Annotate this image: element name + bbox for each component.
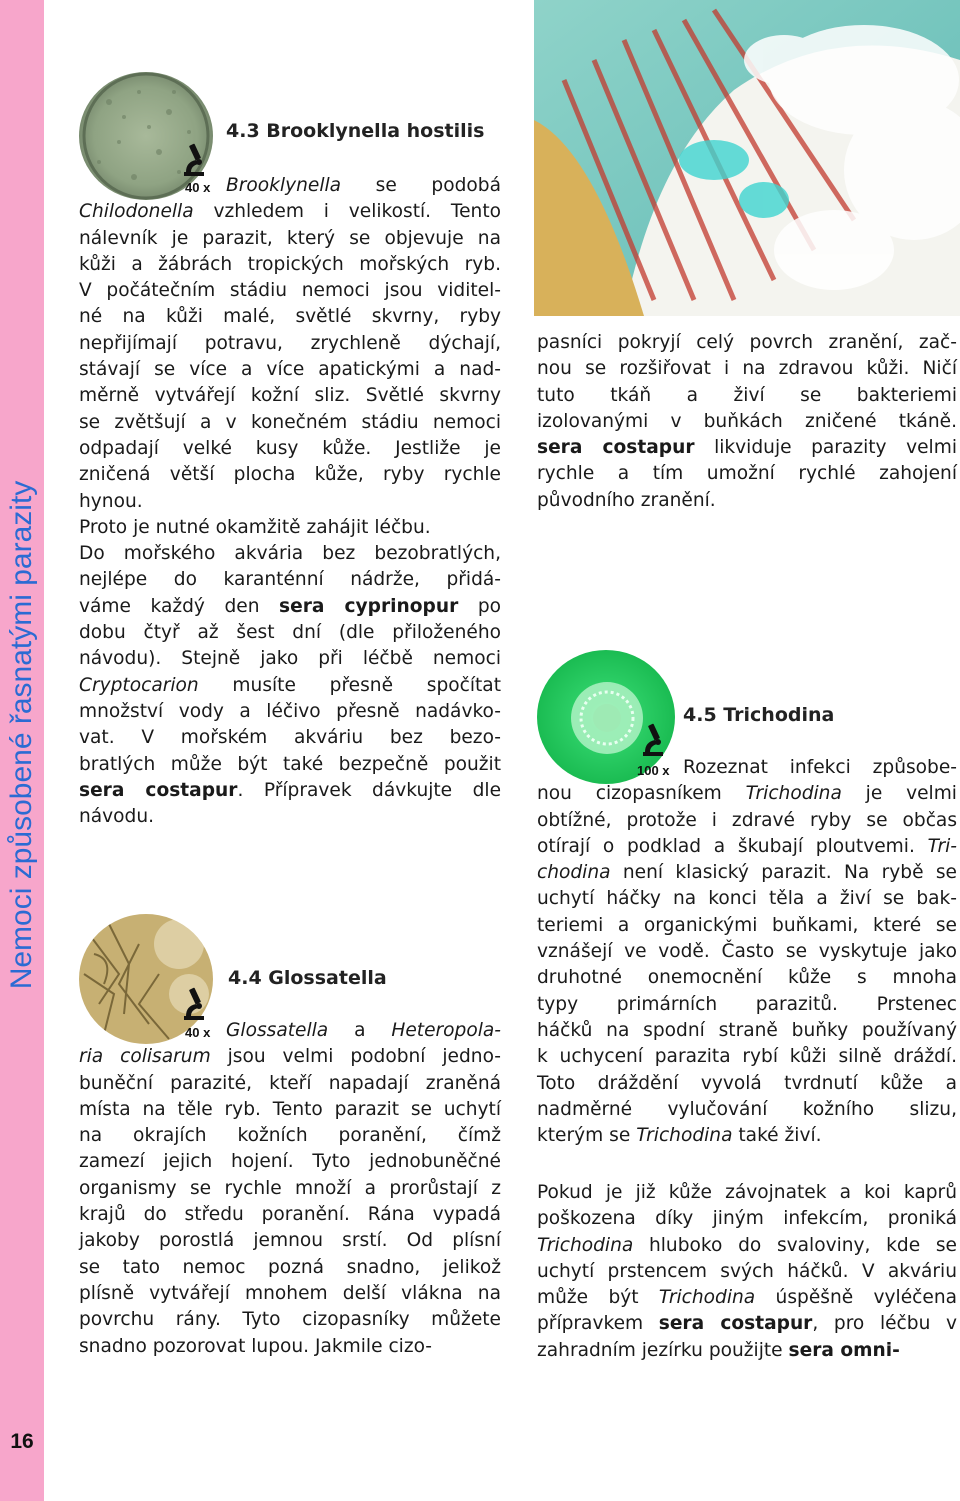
text-line: jakoby porostlá jemnou srstí. Od plísní bbox=[79, 1230, 501, 1252]
text-line: typy primárních parazitů. Prstenec bbox=[537, 993, 957, 1015]
text-line: se zvětšují a v konečném stádiu nemoci bbox=[79, 411, 501, 433]
text-line: sera costapur likviduje parazity velmi bbox=[537, 437, 957, 459]
text-line: Rozeznat infekci způsobe- bbox=[683, 757, 957, 778]
sidebar bbox=[0, 0, 44, 1501]
text-line: místa na těle ryb. Tento parazit se uchytí bbox=[79, 1098, 501, 1120]
text-line: dobu čtyř až šest dní (dle přiloženého bbox=[79, 622, 501, 644]
text-line: uchytí prstencem svých háčků. V akváriu bbox=[537, 1260, 957, 1282]
text-line: sera costapur. Přípravek dávkujte dle bbox=[79, 779, 502, 801]
text-line: Chilodonella vzhledem i velikostí. Tento bbox=[79, 201, 501, 223]
text-line: plísně vytvářejí mnohem delší vlákna na bbox=[79, 1282, 501, 1304]
section-heading-4-4: 4.4 Glossatella bbox=[228, 967, 387, 989]
text-line: V počátečním stádiu nemoci jsou viditel- bbox=[79, 280, 501, 302]
text-line: stávají se více a více apatickými a nad- bbox=[79, 359, 501, 381]
text-line: k uchycení parazita rybí kůži silně dráždí. bbox=[537, 1046, 957, 1068]
text-line: původního zranění. bbox=[537, 489, 716, 511]
text-line: poškozena díky jiným infekcím, proniká bbox=[537, 1208, 957, 1230]
magnification-label: 40 x bbox=[185, 1025, 211, 1040]
microscope-icon bbox=[182, 986, 206, 1022]
text-line: návodu. bbox=[79, 806, 155, 828]
text-line: odpadají velké kusy kůže. Jestliže je bbox=[79, 437, 501, 459]
text-line: nou se rozšiřovat i na zdravou kůži. Ničí bbox=[537, 358, 957, 380]
text-line: zahradním jezírku použijte sera omni- bbox=[537, 1339, 900, 1361]
section-4-4-continued bbox=[537, 330, 957, 514]
text-line: Trichodina hluboko do svaloviny, kde se bbox=[537, 1234, 957, 1256]
text-line: se tato nemoc pozná snadno, jelikož bbox=[79, 1256, 501, 1278]
text-line: měrně vytvářejí kožní sliz. Světlé skvrny bbox=[79, 385, 501, 407]
text-line: na okrajích kožních poranění, čímž bbox=[79, 1125, 501, 1147]
text-line: nadměrné vylučování kožního slizu, bbox=[537, 1098, 957, 1120]
text-line: může být Trichodina úspěšně vyléčena bbox=[537, 1287, 957, 1309]
text-line: buněční parazité, kteří napadají zraněná bbox=[79, 1072, 501, 1094]
page-number: 16 bbox=[10, 1430, 34, 1453]
text-line: teriemi a organickými buňkami, které se bbox=[537, 914, 957, 936]
text-line: vznášejí ve vodě. Často se vyskytuje jako bbox=[537, 941, 957, 963]
text-line: Do mořského akvária bez bezobratlých, bbox=[79, 543, 501, 565]
text-line: ria colisarum jsou velmi podobní jedno- bbox=[79, 1046, 502, 1068]
text-line: hynou. bbox=[79, 490, 143, 512]
text-line: krajů do středu poranění. Rána vypadá bbox=[79, 1204, 501, 1226]
text-line: Toto dráždění vyvolá tvrdnutí kůže a bbox=[537, 1072, 957, 1094]
text-line: háčků na spodní straně buňky používaný bbox=[537, 1019, 957, 1041]
text-line: nejlépe do karanténní nádrže, přidá- bbox=[79, 569, 501, 591]
magnification-label: 40 x bbox=[185, 180, 211, 195]
text-line: návodu). Stejně jako při léčbě nemoci bbox=[79, 648, 501, 670]
text-line: zamezí jejich hojení. Tyto jednobuněčné bbox=[79, 1151, 501, 1173]
text-line: pasníci pokryjí celý povrch zranění, zač- bbox=[537, 332, 957, 353]
fish-fin-photo bbox=[534, 0, 960, 316]
text-line: bratlých může být také bezpečně použit bbox=[79, 753, 501, 775]
text-line: otírají o podklad a škubají ploutvemi. Tri- bbox=[537, 835, 957, 857]
text-line: vat. V mořském akváriu bez bezo- bbox=[79, 727, 501, 749]
text-line: organismy se rychle množí a prorůstají z bbox=[79, 1177, 501, 1199]
magnification-label: 100 x bbox=[637, 763, 670, 778]
chapter-title: Nemoci způsobené řasnatými parazity bbox=[5, 480, 38, 990]
text-line: kůži a žábrách tropických mořských ryb. bbox=[79, 253, 501, 275]
text-line: tuto tkáň a živí se bakteriemi bbox=[537, 384, 957, 406]
text-line: né na kůži malé, světlé skvrny, ryby bbox=[79, 306, 501, 328]
text-line: nálevník je parazit, který se objevuje na bbox=[79, 227, 501, 249]
text-line: snadno pozorovat lupou. Jakmile cizo- bbox=[79, 1335, 433, 1357]
text-line: chodina není klasický parazit. Na rybě se bbox=[537, 862, 957, 884]
text-line: Cryptocarion musíte přesně spočítat bbox=[79, 674, 501, 696]
text-line: kterým se Trichodina také živí. bbox=[537, 1125, 822, 1147]
text-line: Pokud je již kůže závojnatek a koi kaprů bbox=[537, 1182, 957, 1203]
text-line: váme každý den sera cyprinopur po bbox=[79, 595, 501, 617]
section-4-5-body bbox=[537, 755, 957, 1149]
text-line: uchytí háčky na konci těla a živí se bak- bbox=[537, 888, 957, 910]
section-heading-4-3: 4.3 Brooklynella hostilis bbox=[226, 120, 485, 142]
section-4-3-body bbox=[79, 173, 501, 830]
section-4-5-body-2 bbox=[537, 1180, 957, 1364]
text-line: Glossatella a Heteropola- bbox=[226, 1020, 501, 1041]
text-line: množství vody a léčivo přesně nadávko- bbox=[79, 700, 501, 722]
section-heading-4-5: 4.5 Trichodina bbox=[683, 704, 835, 726]
text-line: přípravkem sera costapur, pro léčbu v bbox=[537, 1313, 957, 1335]
section-4-4-body bbox=[79, 1018, 501, 1360]
text-line: izolovanými v buňkách zničené tkáně. bbox=[537, 410, 957, 432]
microscope-icon bbox=[641, 722, 665, 758]
text-line: druhotné onemocnění kůže s mnoha bbox=[537, 967, 957, 989]
text-line: obtížné, protože i zdravé ryby se občas bbox=[537, 809, 957, 831]
text-line: rychle a tím umožní rychlé zahojení bbox=[537, 463, 957, 485]
text-line: nepřijímají potravu, zrychleně dýchají, bbox=[79, 332, 501, 354]
text-line: povrchu rány. Tyto cizopasníky můžete bbox=[79, 1309, 501, 1331]
text-line: zničená větší plocha kůže, ryby rychle bbox=[79, 464, 501, 486]
text-line: Proto je nutné okamžitě zahájit léčbu. bbox=[79, 516, 431, 538]
text-line: nou cizopasníkem Trichodina je velmi bbox=[537, 783, 957, 805]
text-line: Brooklynella se podobá bbox=[226, 175, 501, 196]
